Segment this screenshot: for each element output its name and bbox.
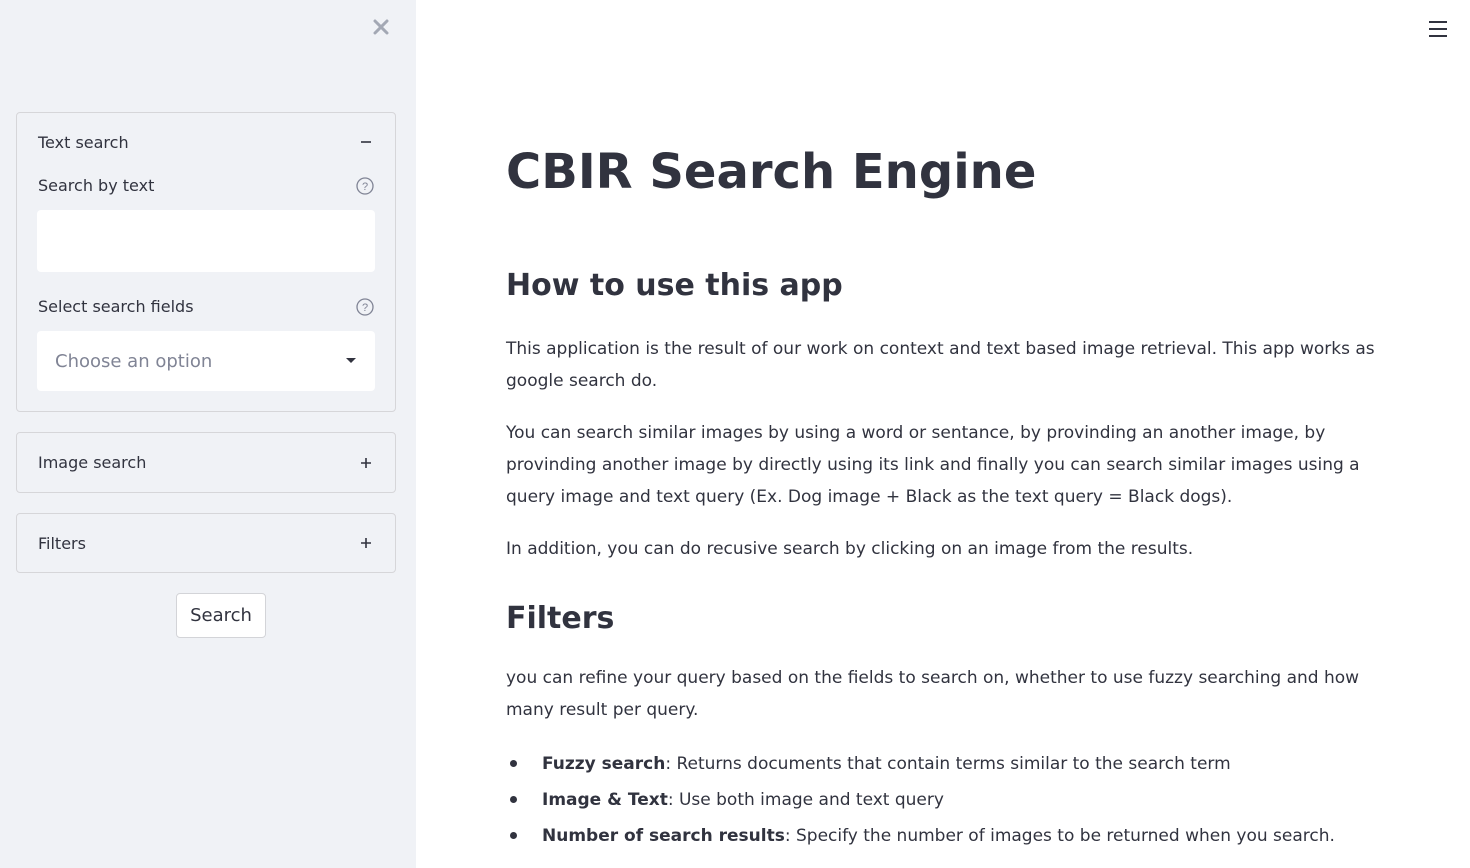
- bullet-term: Fuzzy search: [542, 754, 666, 774]
- how-to-heading: How to use this app: [506, 268, 843, 303]
- search-by-text-input[interactable]: [37, 210, 375, 272]
- image-search-expander: [16, 432, 396, 493]
- collapse-minus-icon: [359, 135, 373, 149]
- text-search-expander-header[interactable]: [17, 113, 395, 171]
- select-search-fields-dropdown[interactable]: [37, 331, 375, 391]
- select-placeholder: Choose an option: [55, 350, 213, 372]
- how-to-paragraph-2: You can search similar images by using a word or sentance, by provinding an another image, by provinding another image by directly using its link and finally you can search similar images using a query image and text query (Ex. Dog image + Black as the text query = Black dogs).: [506, 423, 1360, 507]
- search-by-text-label: Search by text: [38, 176, 155, 195]
- filters-paragraph: you can refine your query based on the fields to search on, whether to use fuzzy searching and how many result per query.: [506, 668, 1360, 720]
- how-to-paragraph-1: This application is the result of our work on context and text based image retrieval. This app works as google search do.: [506, 339, 1375, 391]
- how-to-paragraph-3: In addition, you can do recusive search by clicking on an image from the results.: [506, 539, 1194, 559]
- list-item: [506, 746, 1386, 782]
- filters-bullet-list: [506, 746, 1386, 854]
- help-icon[interactable]: [356, 177, 374, 195]
- hamburger-menu-icon: [1429, 21, 1447, 23]
- caret-down-icon: [345, 357, 357, 365]
- filters-heading: Filters: [506, 601, 615, 636]
- image-search-title: Image search: [38, 453, 147, 472]
- text-search-expander: [16, 112, 396, 412]
- text-search-title: Text search: [38, 132, 129, 152]
- svg-text:?: ?: [361, 302, 369, 314]
- svg-text:?: ?: [361, 181, 369, 193]
- bullet-term: Image & Text: [542, 790, 668, 810]
- list-item: [506, 782, 1386, 818]
- list-item: [506, 818, 1386, 854]
- bullet-desc: : Use both image and text query: [667, 790, 944, 810]
- close-icon: [372, 18, 390, 36]
- search-button[interactable]: Search: [176, 593, 266, 638]
- sidebar: [0, 0, 416, 868]
- filters-expander-header[interactable]: [17, 514, 395, 572]
- page-title: CBIR Search Engine: [506, 144, 1037, 200]
- bullet-desc: : Returns documents that contain terms similar to the search term: [665, 754, 1231, 774]
- main-menu-button[interactable]: [1426, 17, 1450, 41]
- bullet-term: Number of search results: [542, 826, 785, 846]
- expand-plus-icon: [359, 456, 373, 470]
- close-sidebar-button[interactable]: [368, 14, 394, 40]
- image-search-expander-header[interactable]: [17, 433, 395, 492]
- help-icon[interactable]: [356, 298, 374, 316]
- filters-title: Filters: [38, 533, 86, 553]
- expand-plus-icon: [359, 536, 373, 550]
- filters-expander: [16, 513, 396, 573]
- bullet-desc: : Specify the number of images to be returned when you search.: [784, 826, 1335, 846]
- select-search-fields-label: Select search fields: [38, 297, 194, 316]
